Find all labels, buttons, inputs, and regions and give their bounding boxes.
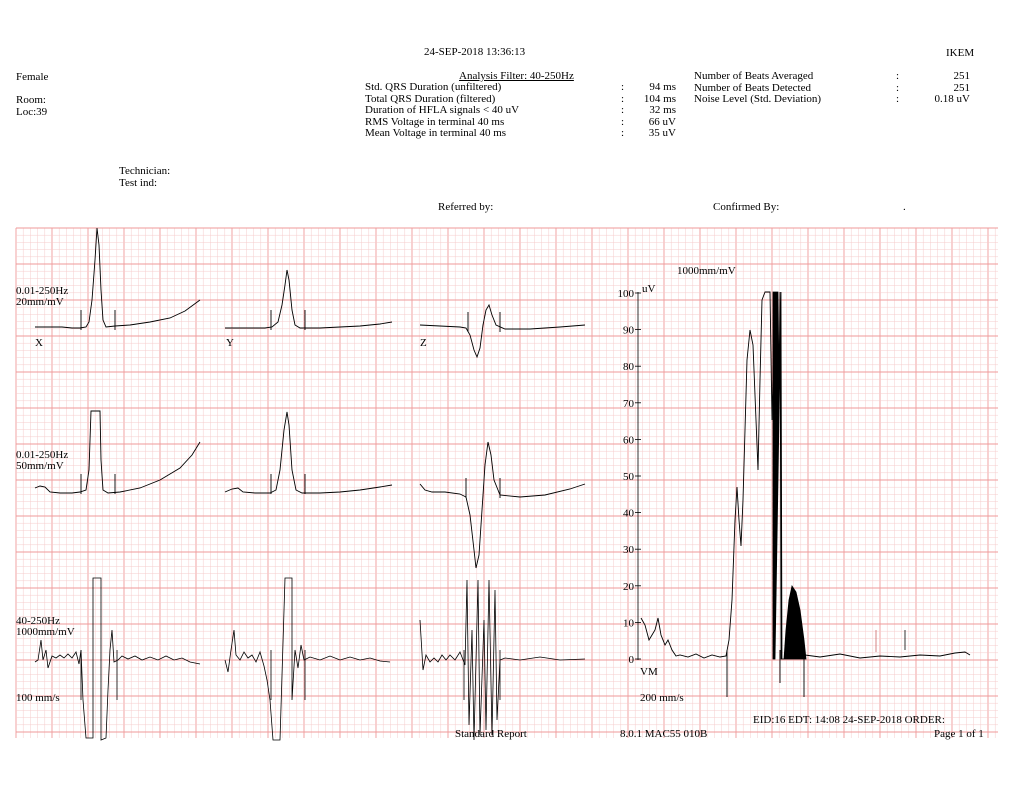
analysis-label: Std. QRS Duration (unfiltered) (365, 81, 502, 93)
vm-signal (641, 292, 775, 658)
ecg-grid (16, 228, 998, 738)
vm-unit-label: uV (642, 283, 656, 295)
separator: : (621, 92, 625, 105)
vm-y-tick-label: 90 (623, 324, 634, 337)
analysis-label: Duration of HFLA signals < 40 uV (365, 104, 520, 116)
report-type: Standard Report (455, 728, 527, 740)
beats-value: 251 (953, 81, 970, 94)
separator: : (896, 81, 900, 94)
vm-y-tick-label: 40 (623, 507, 634, 520)
technician-label: Technician: (119, 165, 171, 177)
vm-y-tick-label: 60 (623, 434, 634, 447)
vm-y-tick-label: 0 (628, 654, 634, 666)
vm-y-tick-label: 80 (623, 361, 634, 374)
vm-y-tick-label: 10 (623, 617, 634, 630)
analysis-value: 35 uV (648, 127, 676, 139)
lead-z-label: Z (420, 337, 427, 349)
beats-value: 251 (953, 70, 970, 82)
row2-gain-label: 50mm/mV (16, 460, 64, 472)
confirmed-by-label: Confirmed By: (713, 201, 780, 213)
row3-filter-label: 40-250Hz (16, 615, 60, 627)
device-info: 8.0.1 MAC55 010B (620, 728, 708, 740)
vm-y-tick-label: 70 (623, 397, 634, 410)
separator: : (896, 70, 900, 82)
trace-z-row2 (420, 442, 585, 568)
lead-x-label: X (35, 337, 43, 349)
vm-gain-label: 1000mm/mV (677, 265, 736, 277)
separator: : (896, 93, 900, 105)
report-datetime: 24-SEP-2018 13:36:13 (424, 46, 526, 58)
analysis-label: RMS Voltage in terminal 40 ms (365, 115, 505, 128)
test-ind-label: Test ind: (119, 177, 158, 189)
vm-speed-label: 200 mm/s (640, 692, 684, 704)
location-label: Loc:39 (16, 106, 48, 118)
analysis-value: 32 ms (649, 104, 676, 116)
analysis-label: Mean Voltage in terminal 40 ms (365, 127, 507, 139)
separator: : (621, 115, 625, 128)
trace-z-row1 (420, 305, 585, 357)
trace-y-row2 (225, 412, 392, 493)
trace-y-row1 (225, 270, 392, 328)
confirmed-by-dot: . (903, 201, 906, 213)
analysis-filter-title: Analysis Filter: 40-250Hz (459, 70, 574, 82)
vm-y-tick-label: 20 (623, 580, 634, 593)
row1-traces (35, 228, 585, 357)
patient-sex: Female (16, 71, 49, 83)
trace-x-row1 (35, 228, 200, 328)
vm-y-tick-label: 50 (623, 471, 634, 483)
speed-label: 100 mm/s (16, 692, 60, 704)
analysis-value: 94 ms (649, 81, 676, 93)
order-line: EID:16 EDT: 14:08 24-SEP-2018 ORDER: (753, 714, 945, 726)
referred-by-label: Referred by: (438, 201, 494, 213)
room-label: Room: (16, 94, 46, 106)
analysis-value: 104 ms (643, 92, 676, 105)
separator: : (621, 104, 625, 116)
separator: : (621, 127, 625, 139)
row2-filter-label: 0.01-250Hz (16, 449, 69, 461)
lead-y-label: Y (226, 337, 234, 349)
page-number: Page 1 of 1 (934, 728, 984, 740)
beats-value: 0.18 uV (934, 93, 970, 105)
row1-gain-label: 20mm/mV (16, 296, 64, 308)
beats-label: Number of Beats Averaged (694, 70, 814, 82)
row1-filter-label: 0.01-250Hz (16, 285, 69, 297)
vm-lead-label: VM (640, 666, 658, 678)
institution-name: IKEM (946, 47, 975, 59)
analysis-label: Total QRS Duration (filtered) (365, 92, 496, 105)
row2-traces (35, 411, 585, 568)
vm-y-tick-label: 30 (623, 544, 634, 557)
analysis-value: 66 uV (648, 115, 676, 128)
row3-gain-label: 1000mm/mV (16, 626, 75, 638)
vm-y-tick-label: 100 (617, 288, 634, 300)
beats-label: Noise Level (Std. Deviation) (694, 93, 822, 105)
separator: : (621, 81, 625, 93)
beats-label: Number of Beats Detected (694, 81, 811, 94)
